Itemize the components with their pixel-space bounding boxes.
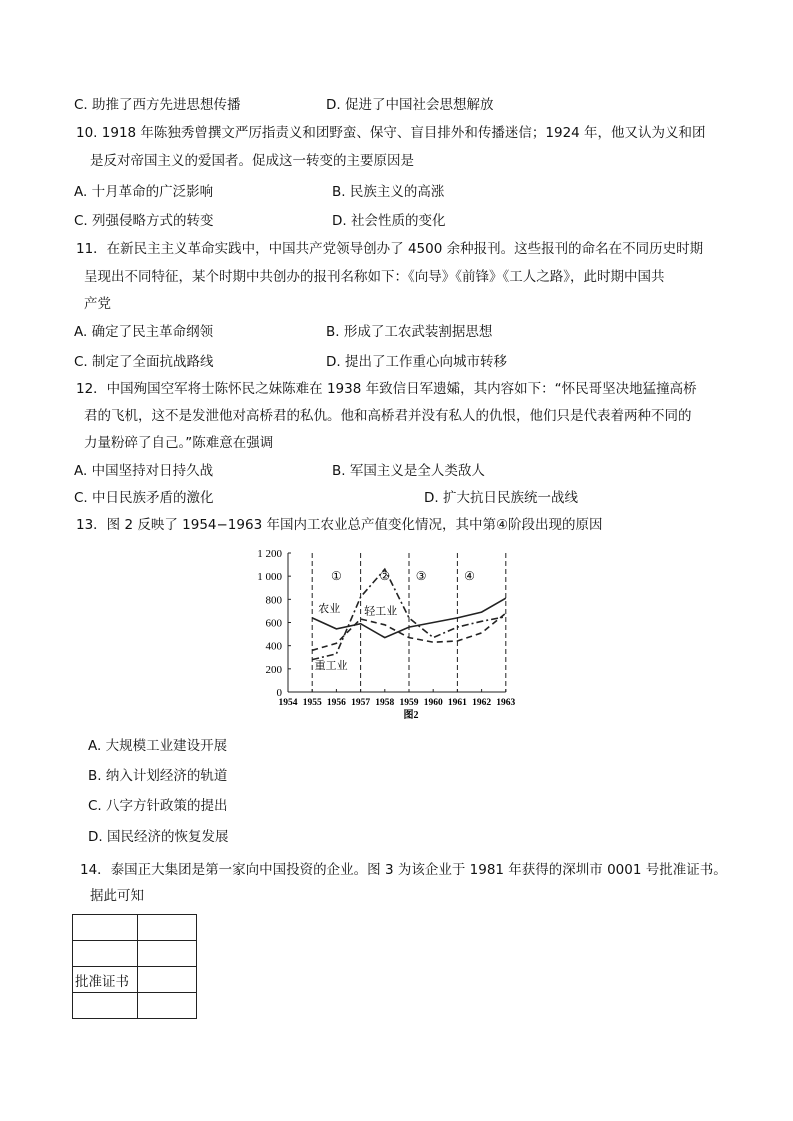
y-tick-label: 200 — [265, 663, 282, 676]
y-tick-label: 1 000 — [257, 571, 282, 584]
q12-option-c: C. 中日民族矛盾的激化 — [74, 490, 214, 506]
x-tick-label: 1963 — [496, 698, 516, 708]
q11-stem-line1: 11．在新民主主义革命实践中，中国共产党领导创办了 4500 余种报刊。这些报刊的命名在不同历史时期 — [76, 241, 704, 257]
q12-stem-line3: 力量粉碎了自己。”陈难意在强调 — [84, 435, 274, 451]
x-tick-label: 1961 — [447, 698, 467, 708]
y-tick-label: 0 — [276, 687, 282, 699]
stage-mark: ③ — [415, 569, 427, 584]
stage-mark: ① — [331, 569, 342, 584]
table-cell — [73, 915, 138, 941]
y-tick-label: 1 200 — [257, 548, 282, 560]
q10-option-c: C. 列强侵略方式的转变 — [74, 213, 214, 229]
q9-option-d: D. 促进了中国社会思想解放 — [326, 97, 494, 113]
table-cell — [138, 967, 197, 993]
q9-option-c: C. 助推了西方先进思想传播 — [74, 97, 241, 113]
chart-caption: 图2 — [403, 710, 419, 721]
table-cell — [138, 915, 197, 941]
q12-stem-line1: 12．中国殉国空军将士陈怀民之妹陈难在 1938 年致信日军遗孀，其内容如下：“怀民哥坚决地猛撞高桥 — [76, 381, 697, 397]
table-cell — [73, 993, 138, 1019]
q13-option-b: B. 纳入计划经济的轨道 — [88, 768, 228, 784]
q10-stem-line2: 是反对帝国主义的爱国者。促成这一转变的主要原因是 — [90, 153, 414, 169]
table-row — [73, 967, 197, 993]
table-row — [73, 941, 197, 967]
x-tick-label: 1956 — [326, 698, 346, 708]
certificate-table — [72, 914, 197, 1019]
table-row — [73, 993, 197, 1019]
q11-option-d: D. 提出了工作重心向城市转移 — [326, 354, 507, 370]
q10-option-a: A. 十月革命的广泛影响 — [74, 184, 214, 200]
series-label: 轻工业 — [364, 604, 398, 618]
y-tick-label: 400 — [265, 640, 282, 653]
q11-option-a: A. 确定了民主革命纲领 — [74, 324, 214, 340]
x-tick-label: 1954 — [278, 698, 298, 708]
q10-option-d: D. 社会性质的变化 — [332, 213, 446, 229]
q11-option-b: B. 形成了工农武装割据思想 — [326, 324, 493, 340]
q11-stem-line2: 呈现出不同特征，某个时期中共创办的报刊名称如下：《向导》《前锋》《工人之路》，此时期中国共 — [84, 269, 665, 285]
x-tick-label: 1959 — [399, 698, 419, 708]
q13-option-c: C. 八字方针政策的提出 — [88, 798, 228, 814]
q13-option-a: A. 大规模工业建设开展 — [88, 738, 228, 754]
q13-stem-line1: 13．图 2 反映了 1954−1963 年国内工农业总产值变化情况，其中第④阶段出现的原因 — [76, 517, 603, 533]
x-tick-label: 1957 — [351, 698, 371, 708]
q12-option-b: B. 军国主义是全人类敌人 — [332, 463, 485, 479]
x-tick-label: 1955 — [302, 698, 322, 708]
stage-mark: ④ — [464, 569, 475, 584]
q12-stem-line2: 君的飞机，这不是发泄他对高桥君的私仇。他和高桥君并没有私人的仇恨，他们只是代表着两种不同的 — [84, 408, 692, 424]
table-cell: 批准证书 — [73, 967, 138, 993]
q12-option-d: D. 扩大抗日民族统一战线 — [424, 490, 578, 506]
q10-option-b: B. 民族主义的高涨 — [332, 184, 445, 200]
q11-option-c: C. 制定了全面抗战路线 — [74, 354, 214, 370]
x-tick-label: 1960 — [423, 698, 443, 708]
series-label: 农业 — [318, 602, 341, 616]
y-tick-label: 800 — [265, 594, 282, 607]
q14-stem-line1: 14．泰国正大集团是第一家向中国投资的企业。图 3 为该企业于 1981 年获得的深圳市 0001 号批准证书。 — [80, 862, 727, 878]
line-chart — [250, 545, 550, 723]
y-tick-label: 600 — [265, 617, 282, 630]
q12-option-a: A. 中国坚持对日持久战 — [74, 463, 214, 479]
stage-mark: ② — [379, 569, 391, 584]
q14-stem-line2: 据此可知 — [90, 888, 144, 904]
table-cell — [138, 993, 197, 1019]
table-row — [73, 915, 197, 941]
x-tick-label: 1958 — [375, 698, 395, 708]
table-cell — [138, 941, 197, 967]
q13-option-d: D. 国民经济的恢复发展 — [88, 829, 229, 845]
series-label: 重工业 — [314, 658, 348, 672]
x-tick-label: 1962 — [472, 698, 492, 708]
table-cell — [73, 941, 138, 967]
q10-stem-line1: 10. 1918 年陈独秀曾撰文严厉指责义和团野蛮、保守、盲目排外和传播迷信；1924 年，他又认为义和团 — [76, 125, 706, 141]
q11-stem-line3: 产党 — [84, 296, 111, 312]
